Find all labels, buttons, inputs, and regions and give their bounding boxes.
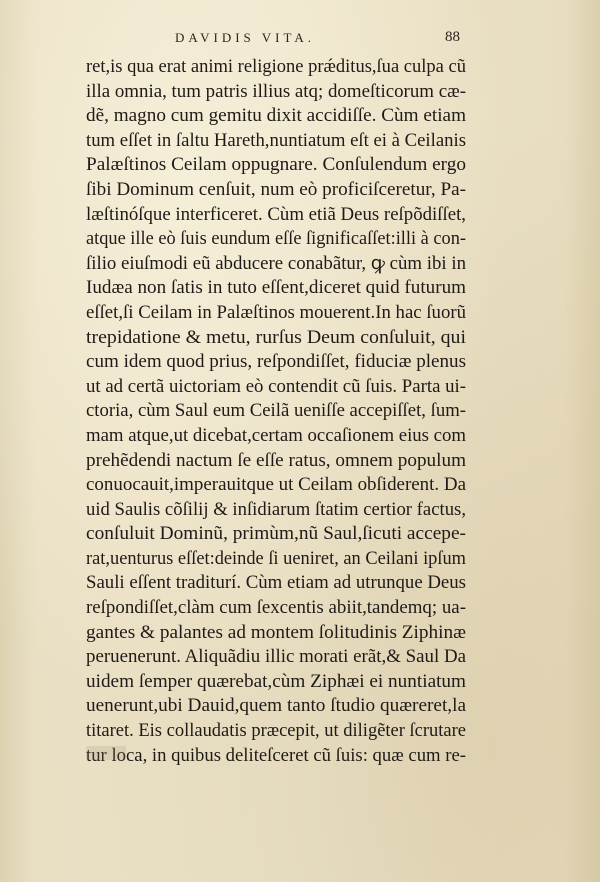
text-line: ret,is qua erat animi religione prǽditus,ſua culpa cũ xyxy=(86,56,466,77)
text-line: cum idem quod prius, reſpondiſſet, fiduciæ plenus xyxy=(86,351,466,373)
faded-catchword-mark xyxy=(86,746,126,760)
page-number: 88 xyxy=(445,29,460,45)
text-line: prehẽdendi nactum ſe eſſe ratus, omnem populum xyxy=(86,449,466,471)
text-line: eſſet,ſi Ceilam in Palæſtinos mouerent.In hac ſuorũ xyxy=(86,301,466,323)
text-line: titaret. Eis collaudatis præcepit, ut diligẽter ſcrutare xyxy=(86,720,466,742)
running-head: DAVIDIS VITA. xyxy=(175,30,316,45)
text-line: reſpondiſſet,clàm cum ſexcentis abiit,tandemq; ua- xyxy=(86,597,466,619)
text-line: ut ad certã uictoriam eò contendit cũ ſuis. Parta ui- xyxy=(86,375,466,397)
text-line: ctoria, cùm Saul eum Ceilã ueniſſe accepiſſet, ſum- xyxy=(86,400,466,422)
text-line: Palæſtinos Ceilam oppugnare. Conſulendum ergo xyxy=(86,154,467,176)
text-line: atque ille eò ſuis eundum eſſe ſignificaſſet:illi à con- xyxy=(86,228,466,250)
text-line: uid Saulis cõſilij & inſidiarum ſtatim certior factus, xyxy=(86,498,467,520)
text-line: ſilio eiuſmodi eũ abducere conabãtur, ꝙ cùm ibi in xyxy=(86,252,466,274)
text-line: mam atque,ut dicebat,certam occaſionem eius com xyxy=(86,424,467,446)
text-line: læſtinóſque interficeret. Cùm etiã Deus reſpõdiſſet, xyxy=(86,203,466,225)
text-line: uidem ſemper quærebat,cùm Ziphæi ei nuntiatum xyxy=(86,670,466,692)
text-line: conſuluit Dominũ, primùm,nũ Saul,ſicuti accepe- xyxy=(86,523,466,545)
text-line: illa omnia, tum patris illius atq; domeſticorum cæ- xyxy=(86,80,466,102)
text-line: tum eſſet in ſaltu Hareth,nuntiatum eſt ei à Ceilanis xyxy=(86,129,466,151)
text-line: gantes & palantes ad montem ſolitudinis Ziphinæ xyxy=(86,621,466,643)
text-line: tur loca, in quibus deliteſceret cũ ſuis: quæ cum re- xyxy=(86,744,466,766)
text-line: Iudæa non ſatis in tuto eſſent,diceret quid futurum xyxy=(86,277,467,299)
text-line: rat,uenturus eſſet:deinde ſi ueniret, an Ceilani ipſum xyxy=(86,547,466,569)
text-line: ſibi Dominum cenſuit, num eò proficiſceretur, Pa- xyxy=(86,178,466,200)
text-line: peruenerunt. Aliquãdiu illic morati erãt,& Saul Da xyxy=(86,646,466,668)
text-line: Sauli eſſent traditurí. Cùm etiam ad utrunque Deus xyxy=(86,572,466,594)
text-line: uenerunt,ubi Dauid,quem tanto ſtudio quæreret,la xyxy=(86,695,466,717)
text-line: trepidatione & metu, rurſus Deum conſuluit, qui xyxy=(86,326,466,348)
text-line: dẽ, magno cum gemitu dixit accidiſſe. Cùm etiam xyxy=(86,105,466,127)
text-line: conuocauit,imperauitque ut Ceilam obſiderent. Da xyxy=(86,474,466,496)
body-text xyxy=(86,55,466,768)
